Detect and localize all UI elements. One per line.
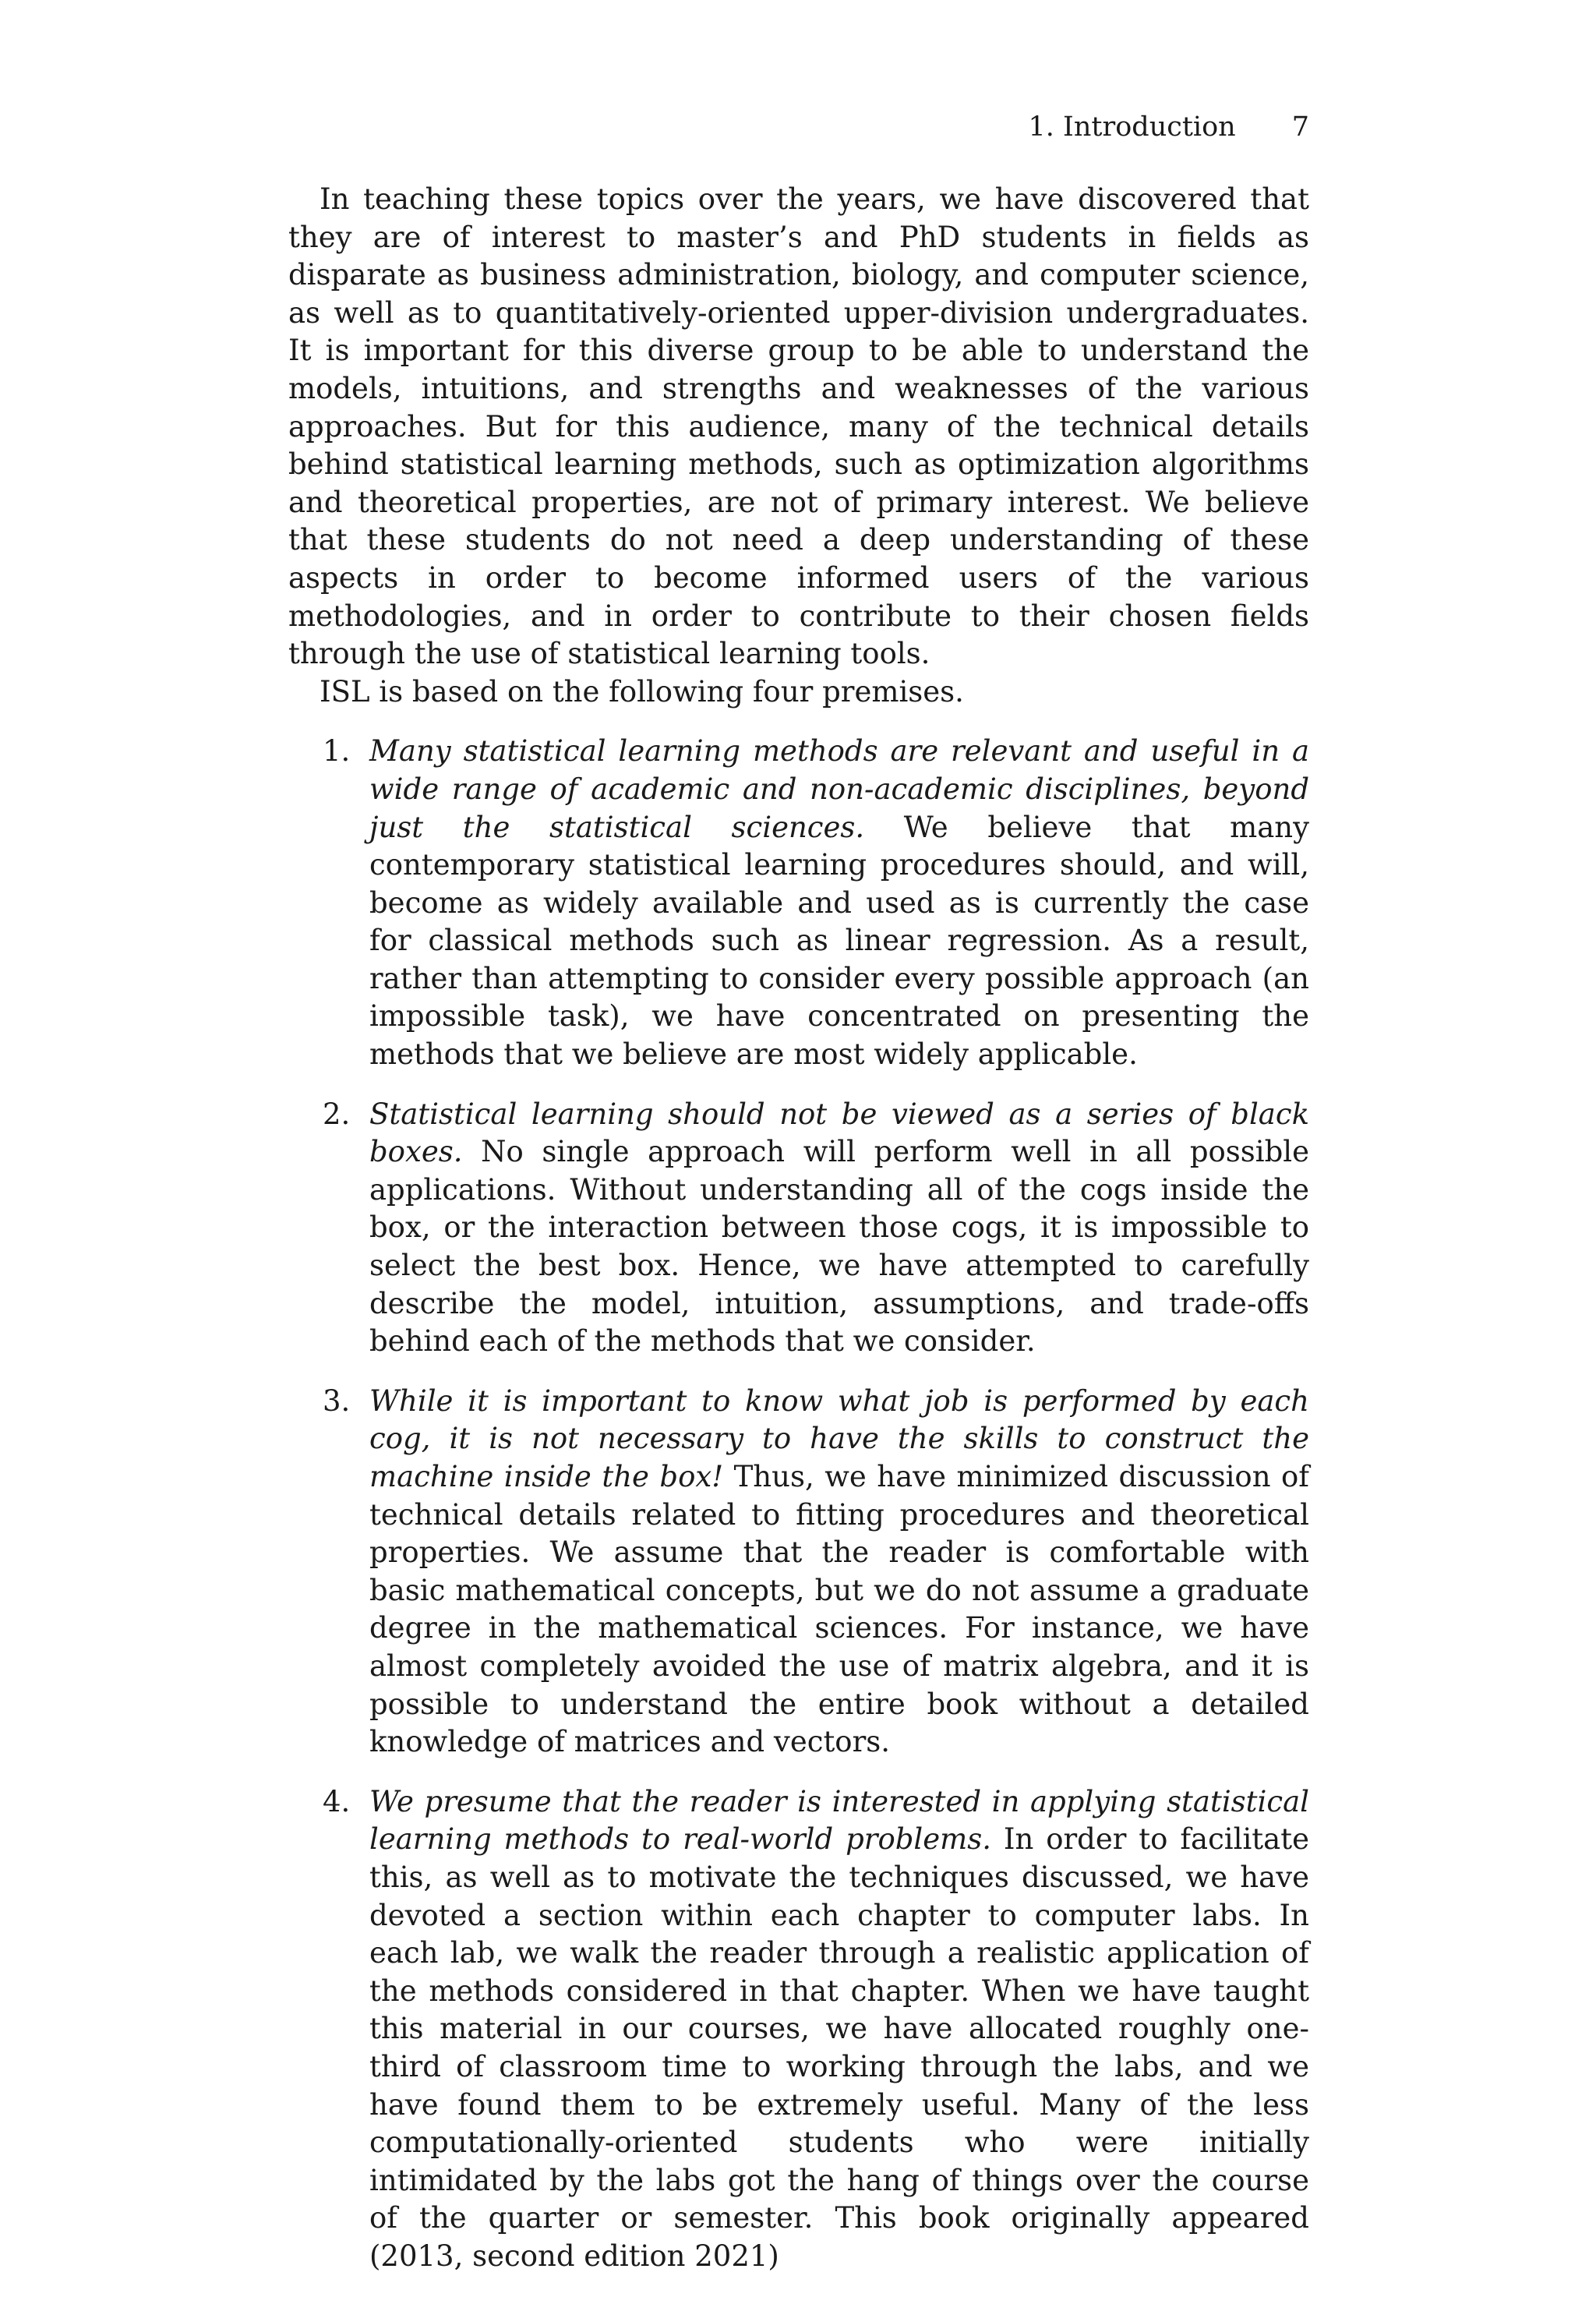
premise-explanation: Thus, we have minimized discussion of technical details related to fitting procedures and theoretical properties. We assume that the reader is comfortable with basic mathematical concepts, but we do not assume a graduate degree in the mathematical sciences. For instance, we have almost completely avoided the use of matrix algebra, and it is possible to understand the entire book without a detailed knowledge of matrices and vectors. (369, 1460, 1309, 1759)
paragraph-teaching: In teaching these topics over the years, we have discovered that they are of interest to master’s and PhD students in fields as disparate as business administration, biology, and computer science, as well as to quantitatively-oriented upper-division undergraduates. It is important for this diverse group to be able to understand the models, intuitions, and strengths and weaknesses of the various approaches. But for this audience, many of the technical details behind statistical learning methods, such as optimization algorithms and theoretical properties, are not of primary interest. We believe that these students do not need a deep understanding of these aspects in order to become informed users of the various methodologies, and in order to contribute to their chosen fields through the use of statistical learning tools. (288, 182, 1309, 671)
chapter-title: 1. Introduction (1028, 111, 1236, 143)
premise-statement: We presume that the reader is interested in applying statistical learning methods to real-world problems. (369, 1784, 1309, 1857)
premise-explanation: In order to facilitate this, as well as to motivate the techniques discussed, we have devoted a section within each chapter to computer labs. In each lab, we walk the reader through a realistic application of the methods considered in that chapter. When we have taught this material in our courses, we have allocated roughly one-third of classroom time to working through the labs, and we have found them to be extremely useful. Many of the less computationally-oriented students who were initially intimidated by the labs got the hang of things over the course of the quarter or semester. This book originally appeared (2013, second edition 2021) (369, 1822, 1309, 2273)
page-number: 7 (1291, 111, 1309, 143)
premise-statement: Many statistical learning methods are relevant and useful in a wide range of academic and non-academic disciplines, beyond just the statistical sciences. (369, 734, 1309, 844)
premise-item (288, 1096, 1309, 1361)
premises-list (288, 733, 1309, 2275)
premise-statement: Statistical learning should not be viewed as a series of black boxes. (369, 1097, 1309, 1169)
premise-explanation: We believe that many contemporary statistical learning procedures should, and will, become as widely available and used as is currently the case for classical methods such as linear regression. As a result, rather than attempting to consider every possible approach (an impossible task), we have concentrated on presenting the methods that we believe are most widely applicable. (369, 810, 1309, 1072)
premise-number: 2. (323, 1097, 351, 1131)
premise-number: 1. (323, 734, 351, 769)
premise-explanation: No single approach will perform well in all possible applications. Without understanding all of the cogs inside the box, or the interaction between those cogs, it is impossible to select the best box. Hence, we have attempted to carefully describe the model, intuition, assumptions, and trade-offs behind each of the methods that we consider. (369, 1135, 1309, 1359)
premise-number: 4. (323, 1784, 351, 1818)
premise-number: 3. (323, 1384, 351, 1418)
paragraph-premises-intro: ISL is based on the following four premises. (320, 674, 964, 709)
premise-item (288, 1783, 1309, 2276)
premise-statement: While it is important to know what job is performed by each cog, it is not necessary to have the skills to construct the machine inside the box! (369, 1384, 1309, 1493)
premise-item (288, 1383, 1309, 1762)
body-text (288, 181, 1309, 2297)
running-header (288, 108, 1309, 147)
premise-item (288, 733, 1309, 1073)
